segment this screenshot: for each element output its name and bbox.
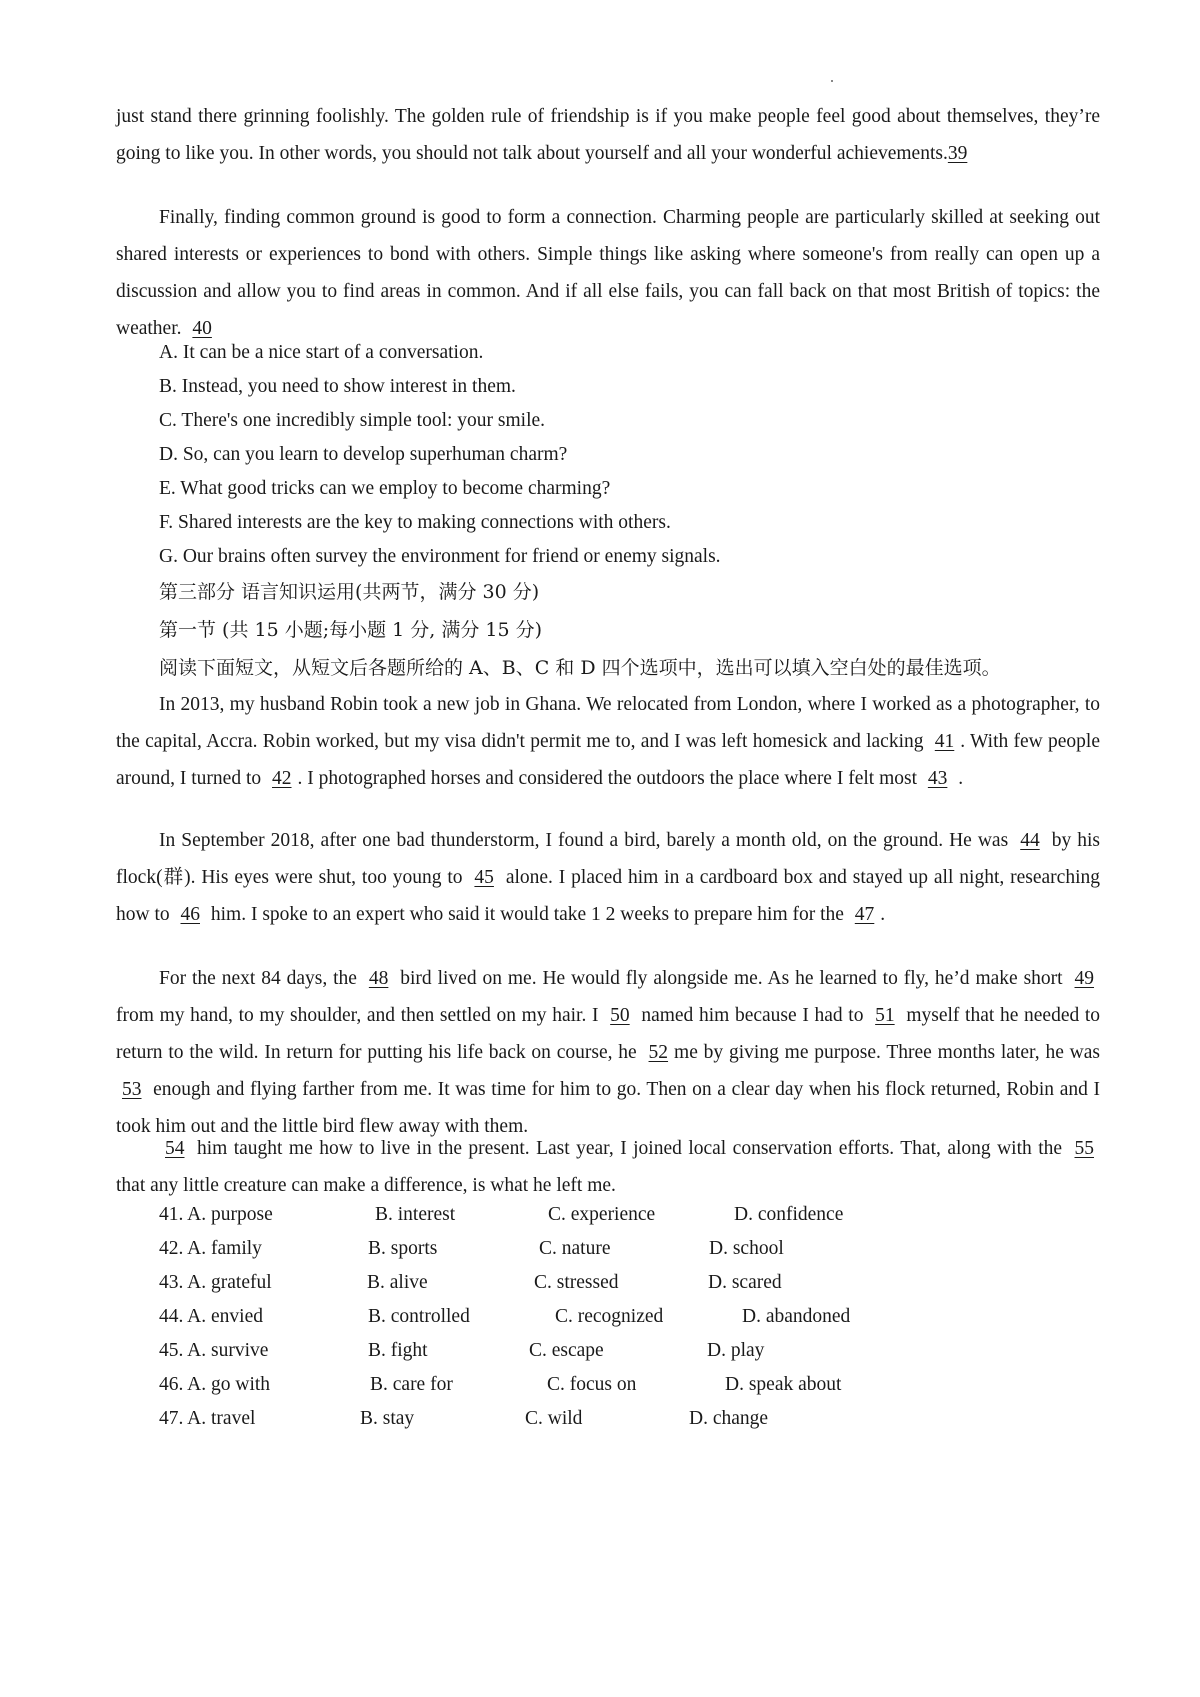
choice-d: D. speak about (725, 1374, 842, 1395)
choice-a: 43. A. grateful (159, 1272, 272, 1293)
choice-d: D. play (707, 1340, 765, 1361)
blank-51: 51 (875, 1005, 895, 1026)
blank-55: 55 (1074, 1138, 1094, 1159)
choice-c: C. nature (539, 1238, 611, 1259)
choice-b: B. alive (367, 1272, 428, 1293)
blank-43: 43 (927, 768, 948, 789)
choice-b: B. fight (368, 1340, 428, 1361)
blank-41: 41 (934, 731, 955, 752)
choice-a: 46. A. go with (159, 1374, 271, 1395)
choice-a: 47. A. travel (159, 1408, 256, 1429)
paragraph-common-ground: Finally, finding common ground is good to form a connection. Charming people are particularly skilled at seeking out shared interests or experiences to bond with others. Simple things like asking where someone's from really can open up a discussion and allow you to find areas in common. And if all else fails, you can fall back on that most British of topics: the weather. 40 (116, 199, 1100, 347)
option-c: C. There's one incredibly simple tool: your smile. (159, 410, 546, 431)
blank-53: 53 (122, 1079, 142, 1100)
section-one-heading: 第一节 (共 15 小题;每小题 1 分, 满分 15 分) (159, 619, 543, 641)
option-b: B. Instead, you need to show interest in them. (159, 376, 516, 397)
choice-d: D. school (709, 1238, 784, 1259)
choice-c: C. stressed (534, 1272, 619, 1293)
choice-b: B. care for (370, 1374, 453, 1395)
option-f: F. Shared interests are the key to making connections with others. (159, 512, 671, 533)
blank-42: 42 (272, 768, 292, 789)
blank-50: 50 (610, 1005, 630, 1026)
blank-40: 40 (192, 318, 212, 339)
choice-b: B. sports (368, 1238, 438, 1259)
option-a: A. It can be a nice start of a conversation. (159, 342, 484, 363)
blank-39: 39 (947, 143, 968, 164)
blank-48: 48 (368, 968, 389, 989)
blank-49: 49 (1074, 968, 1095, 989)
choice-c: C. escape (529, 1340, 604, 1361)
choice-b: B. controlled (368, 1306, 470, 1327)
choice-d: D. scared (708, 1272, 782, 1293)
blank-52: 52 (648, 1042, 669, 1063)
choice-c: C. experience (548, 1204, 656, 1225)
blank-44: 44 (1020, 830, 1040, 851)
section-part-three: 第三部分 语言知识运用(共两节，满分 30 分) (159, 581, 540, 603)
choice-c: C. wild (525, 1408, 583, 1429)
scan-speck (831, 80, 833, 82)
choice-a: 41. A. purpose (159, 1204, 273, 1225)
option-g: G. Our brains often survey the environment for friend or enemy signals. (159, 546, 721, 567)
blank-47: 47 (854, 904, 875, 925)
paragraph-ghana: In 2013, my husband Robin took a new job in Ghana. We relocated from London, where I worked as a photographer, to the capital, Accra. Robin worked, but my visa didn't permit me to, and I was left homesick and lacking 41 . With few people around, I turned to 42 . I photographed horses and considered the outdoors the place where I felt most 43 . (116, 686, 1100, 797)
blank-54: 54 (165, 1138, 185, 1159)
section-instruction: 阅读下面短文，从短文后各题所给的 A、B、C 和 D 四个选项中，选出可以填入空白处的最佳选项。 (159, 657, 1001, 679)
choice-b: B. interest (375, 1204, 456, 1225)
choice-b: B. stay (360, 1408, 415, 1429)
paragraph-lesson: 54 him taught me how to live in the present. Last year, I joined local conservation efforts. That, along with the 55 that any little creature can make a difference, is what he left me. (116, 1130, 1100, 1204)
choice-d: D. confidence (734, 1204, 844, 1225)
choice-a: 42. A. family (159, 1238, 262, 1259)
option-e: E. What good tricks can we employ to become charming? (159, 478, 611, 499)
choice-a: 44. A. envied (159, 1306, 263, 1327)
paragraph-84-days: For the next 84 days, the 48 bird lived on me. He would fly alongside me. As he learned to fly, he’d make short 49 from my hand, to my shoulder, and then settled on my hair. I 50 named him because I had to 51 myself that he needed to return to the wild. In return for putting his life back on course, he 52 me by giving me purpose. Three months later, he was 53 enough and flying farther from me. It was time for him to go. Then on a clear day when his flock returned, Robin and I took him out and the little bird flew away with them. (116, 960, 1100, 1145)
option-d: D. So, can you learn to develop superhuman charm? (159, 444, 568, 465)
paragraph-bird-found: In September 2018, after one bad thunderstorm, I found a bird, barely a month old, on the ground. He was 44 by his flock(群). His eyes were shut, too young to 45 alone. I placed him in a cardboard box and stayed up all night, researching how to 46 him. I spoke to an expert who said it would take 1 2 weeks to prepare him for the 47 . (116, 822, 1100, 933)
choice-d: D. change (689, 1408, 769, 1429)
blank-45: 45 (474, 867, 494, 888)
choice-c: C. focus on (547, 1374, 637, 1395)
paragraph-friendship: just stand there grinning foolishly. The golden rule of friendship is if you make people feel good about themselves, they’re going to like you. In other words, you should not talk about yourself and all your wonderful achievements.39 (116, 98, 1100, 172)
choice-a: 45. A. survive (159, 1340, 269, 1361)
choice-d: D. abandoned (742, 1306, 851, 1327)
blank-46: 46 (180, 904, 200, 925)
choice-c: C. recognized (555, 1306, 664, 1327)
